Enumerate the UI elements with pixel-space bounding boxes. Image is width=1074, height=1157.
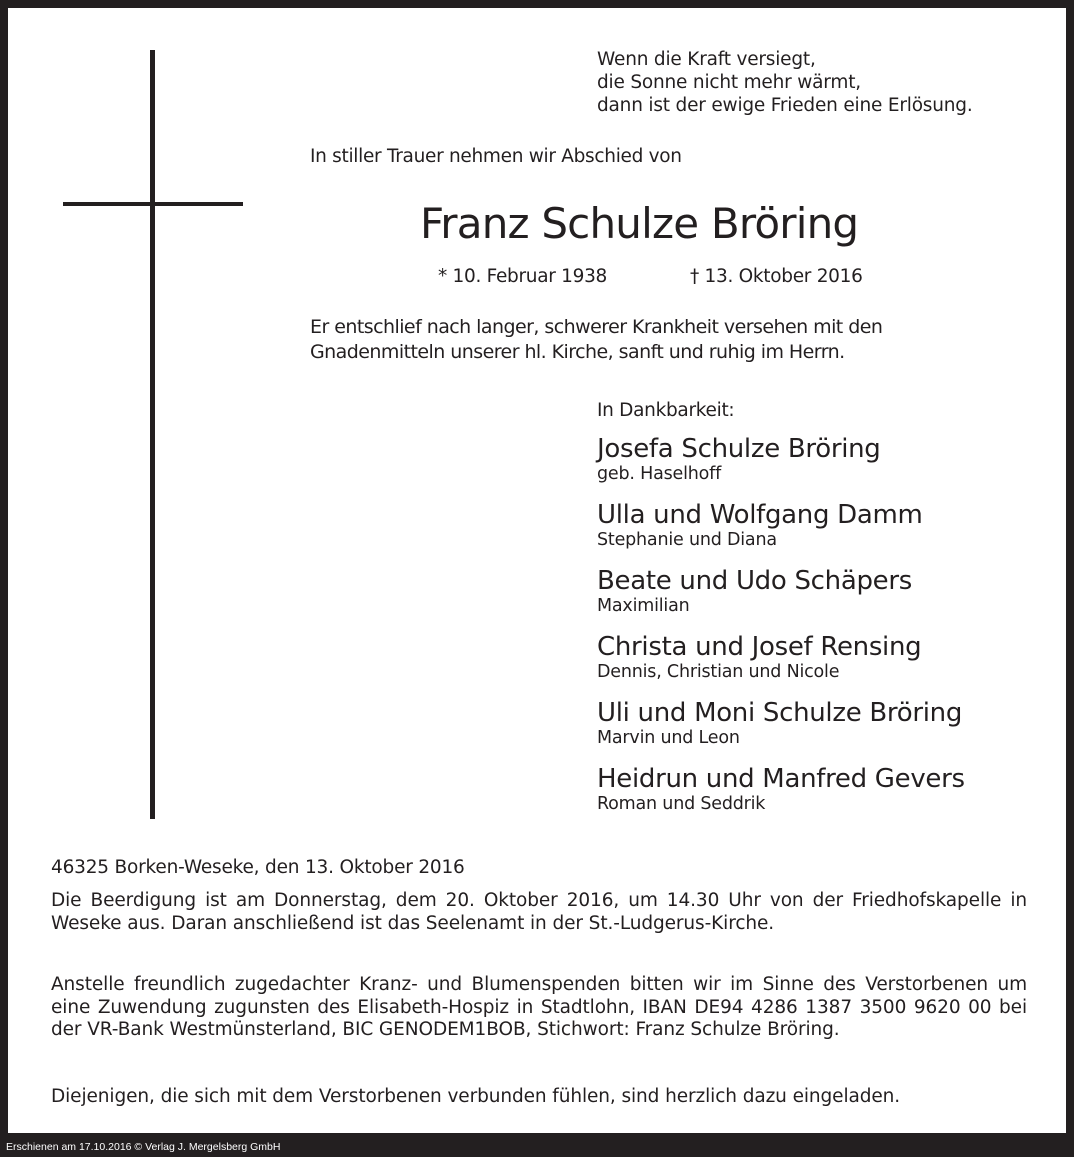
- mourner-name: Uli und Moni Schulze Bröring: [597, 698, 963, 728]
- mourner-entry: [597, 696, 965, 762]
- mourner-name: Ulla und Wolfgang Damm: [597, 500, 923, 530]
- mourner-relatives: Roman und Seddrik: [597, 794, 766, 814]
- deceased-name: Franz Schulze Bröring: [420, 199, 859, 248]
- mourner-relatives: Dennis, Christian und Nicole: [597, 662, 840, 682]
- mourner-name: Christa und Josef Rensing: [597, 632, 922, 662]
- death-date: † 13. Oktober 2016: [690, 266, 863, 287]
- obituary-line: Er entschlief nach langer, schwerer Krankheit versehen mit den: [310, 316, 883, 338]
- mourner-entry: [597, 498, 965, 564]
- obituary-line: Gnadenmitteln unserer hl. Kirche, sanft und ruhig im Herrn.: [310, 341, 845, 363]
- poem: [597, 48, 973, 117]
- mourner-entry: [597, 630, 965, 696]
- mourner-entry: [597, 762, 965, 828]
- mourner-name: Josefa Schulze Bröring: [597, 434, 881, 464]
- mourner-relatives: Marvin und Leon: [597, 728, 740, 748]
- intro-text: In stiller Trauer nehmen wir Abschied von: [310, 146, 682, 167]
- place-and-date: 46325 Borken-Weseke, den 13. Oktober 2016: [51, 857, 465, 878]
- mourners-list: [597, 432, 965, 828]
- mourner-name: Beate und Udo Schäpers: [597, 566, 912, 596]
- poem-line: dann ist der ewige Frieden eine Erlösung.: [597, 95, 973, 116]
- publication-footer: Erschienen am 17.10.2016 © Verlag J. Mergelsberg GmbH: [6, 1141, 281, 1153]
- mourner-relatives: geb. Haselhoff: [597, 464, 722, 484]
- cross-icon-vertical-beam: [150, 50, 155, 819]
- mourner-relatives: Stephanie und Diana: [597, 530, 777, 550]
- mourner-entry: [597, 564, 965, 630]
- gratitude-label: In Dankbarkeit:: [597, 400, 735, 421]
- funeral-notice: Die Beerdigung ist am Donnerstag, dem 20. Oktober 2016, um 14.30 Uhr von der Friedhofskapelle in Weseke aus. Daran anschließend ist das Seelenamt in der St.-Ludgerus-Kirche.: [51, 890, 1027, 934]
- donation-notice: Anstelle freundlich zugedachter Kranz- und Blumenspenden bitten wir im Sinne des Verstorbenen um eine Zuwendung zugunsten des Elisabeth-Hospiz in Stadtlohn, IBAN DE94 4286 1387 3500 9620 00 bei der VR-Bank Westmünsterland, BIC GENODEM1BOB, Stichwort: Franz Schulze Bröring.: [51, 974, 1027, 1040]
- mourner-relatives: Maximilian: [597, 596, 690, 616]
- cross-icon-horizontal-beam: [63, 202, 243, 206]
- obituary-text: [310, 315, 882, 365]
- invitation-notice: Diejenigen, die sich mit dem Verstorbenen verbunden fühlen, sind herzlich dazu eingeladen.: [51, 1086, 901, 1107]
- birth-date: * 10. Februar 1938: [438, 266, 608, 287]
- mourner-entry: [597, 432, 965, 498]
- poem-line: die Sonne nicht mehr wärmt,: [597, 72, 861, 93]
- obituary-notice: [8, 8, 1066, 1133]
- mourner-name: Heidrun und Manfred Gevers: [597, 764, 965, 794]
- poem-line: Wenn die Kraft versiegt,: [597, 49, 816, 70]
